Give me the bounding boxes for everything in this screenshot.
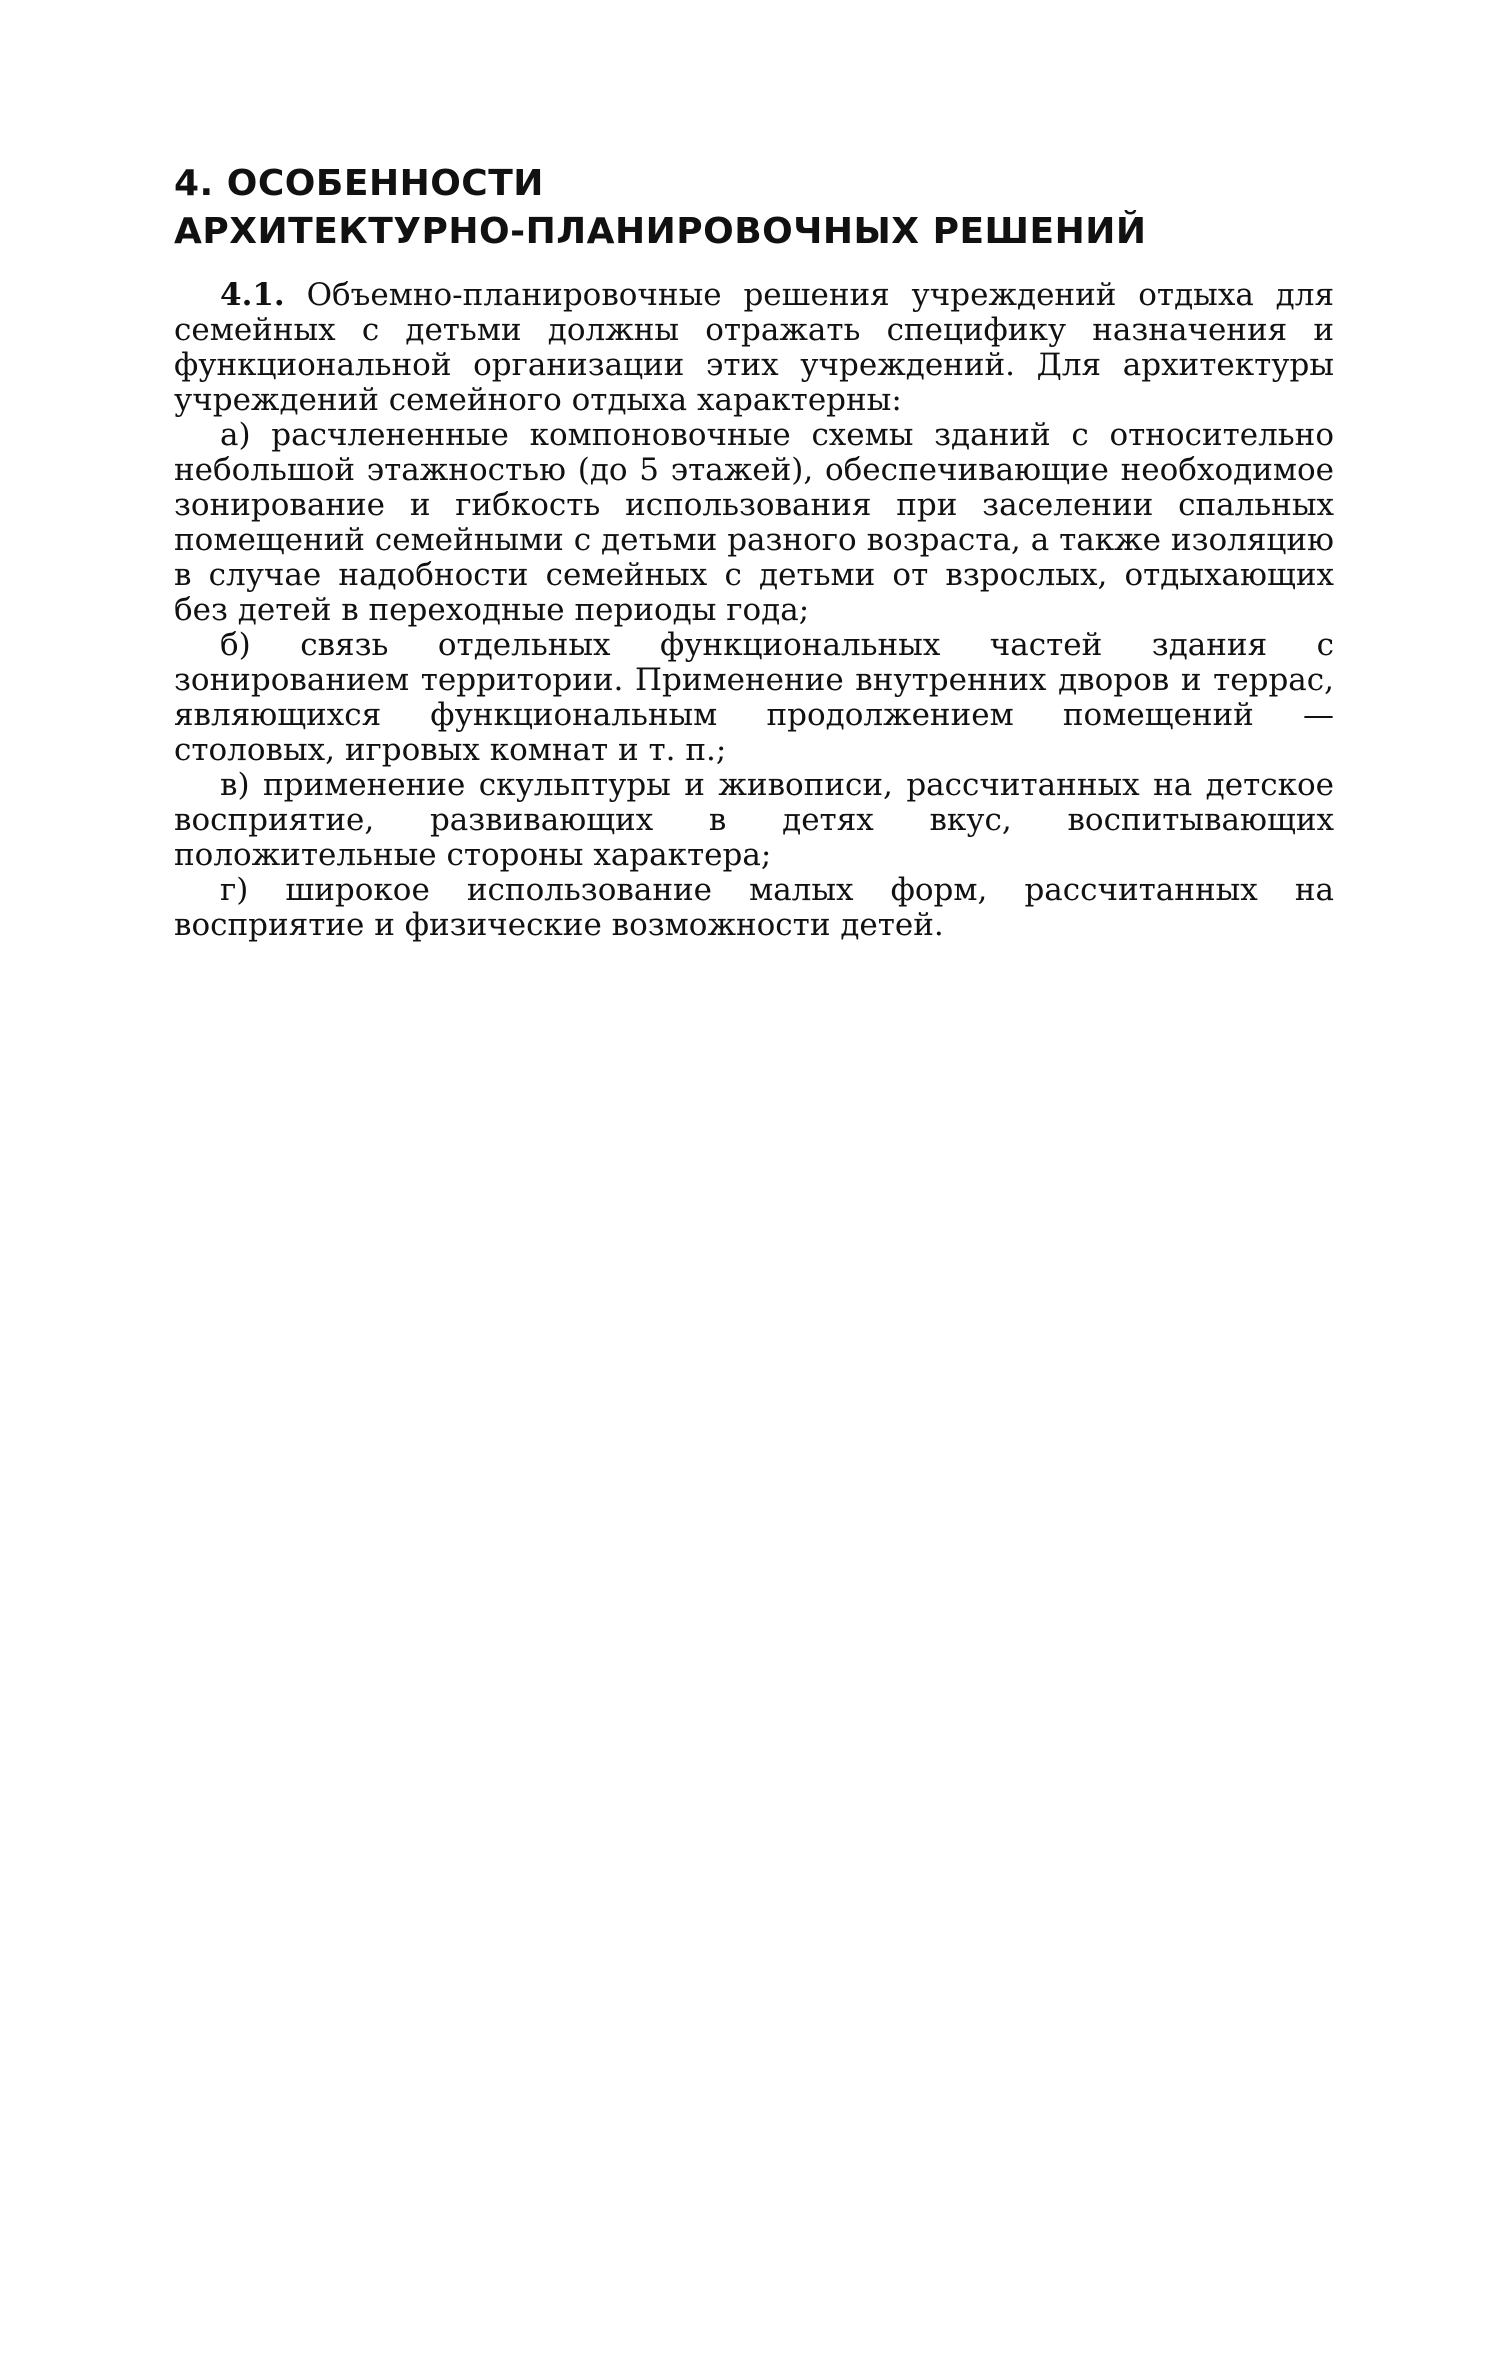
section-title-line-1: ОСОБЕННОСТИ bbox=[226, 163, 544, 204]
paragraph-4-1 bbox=[174, 278, 1334, 418]
section-body bbox=[174, 278, 1334, 943]
section-title-line-2: АРХИТЕКТУРНО-ПЛАНИРОВОЧНЫХ РЕШЕНИЙ bbox=[174, 211, 1147, 252]
section-number: 4. bbox=[174, 163, 214, 204]
paragraph-number: 4.1. bbox=[220, 277, 285, 313]
list-item-g: г) широкое использование малых форм, рассчитанных на восприятие и физические возможности детей. bbox=[174, 872, 1334, 943]
paragraph-text: Объемно-планировочные решения учреждений отдыха для семейных с детьми должны отражать специфику назначения и функциональной организации этих учреждений. Для архитектуры учреждений семейного отдыха характерны: bbox=[174, 277, 1334, 418]
list-item-a: а) расчлененные компоновочные схемы зданий с относительно небольшой этажностью (до 5 этажей), обеспечивающие необходимое зонирование и гибкость использования при заселении спальных помещений семейными с детьми разного возраста, а также изоляцию в случае надобности семейных с детьми от взрослых, отдыхающих без детей в переходные периоды года; bbox=[174, 417, 1334, 628]
section-heading-line-1 bbox=[174, 160, 1334, 208]
section-heading bbox=[174, 160, 1334, 256]
list-item-v: в) применение скульптуры и живописи, рассчитанных на детское восприятие, развивающих в детях вкус, воспитывающих положительные стороны характера; bbox=[174, 767, 1334, 873]
list-item-b: б) связь отдельных функциональных частей здания с зонированием территории. Применение внутренних дворов и террас, являющихся функциональным продолжением помещений — столовых, игровых комнат и т. п.; bbox=[174, 627, 1334, 768]
